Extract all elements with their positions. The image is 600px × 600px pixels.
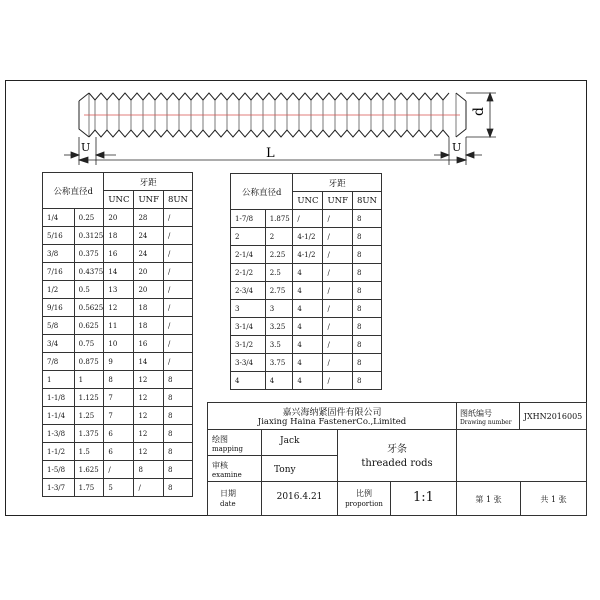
nominal-diameter-cell: 0.875: [74, 353, 104, 371]
nominal-diameter-cell: 4: [265, 372, 293, 390]
8un-pitch-cell: /: [163, 263, 192, 281]
unf-pitch-cell: 8: [134, 461, 164, 479]
table-row: [43, 479, 193, 497]
nominal-diameter-cell: 1.875: [265, 210, 293, 228]
8un-pitch-cell: 8: [352, 246, 381, 264]
date-label-cell: [207, 481, 262, 516]
header-unf: UNF: [134, 191, 164, 209]
spec-table-left: [42, 172, 193, 497]
nominal-size-cell: 3-3/4: [231, 354, 266, 372]
unc-pitch-cell: 18: [104, 227, 134, 245]
table-row: [231, 336, 382, 354]
nominal-diameter-cell: 0.75: [74, 335, 104, 353]
drawing-number-label-cn: 图纸编号: [460, 409, 492, 418]
table-row: [43, 461, 193, 479]
nominal-diameter-cell: 3.75: [265, 354, 293, 372]
table-row: [43, 353, 193, 371]
title-block: [207, 402, 587, 516]
nominal-size-cell: 1-5/8: [43, 461, 75, 479]
unc-pitch-cell: 7: [104, 389, 134, 407]
unc-pitch-cell: 7: [104, 407, 134, 425]
nominal-diameter-cell: 1: [74, 371, 104, 389]
total-sheets: 共 1 张: [540, 495, 567, 504]
nominal-size-cell: 3/4: [43, 335, 75, 353]
header-unc: UNC: [293, 192, 323, 210]
unf-pitch-cell: 20: [134, 263, 164, 281]
8un-pitch-cell: /: [163, 245, 192, 263]
unc-pitch-cell: 6: [104, 425, 134, 443]
unf-pitch-cell: /: [323, 354, 353, 372]
table-row: [43, 335, 193, 353]
unf-pitch-cell: 20: [134, 281, 164, 299]
table-row: [231, 228, 382, 246]
nominal-size-cell: 1/4: [43, 209, 75, 227]
unf-pitch-cell: /: [323, 318, 353, 336]
part-name-en: threaded rods: [361, 458, 433, 469]
8un-pitch-cell: 8: [352, 336, 381, 354]
nominal-size-cell: 3-1/2: [231, 336, 266, 354]
8un-pitch-cell: 8: [163, 443, 192, 461]
unf-pitch-cell: 12: [134, 371, 164, 389]
unc-pitch-cell: 20: [104, 209, 134, 227]
unc-pitch-cell: 4: [293, 336, 323, 354]
unc-pitch-cell: 12: [104, 299, 134, 317]
nominal-size-cell: 5/16: [43, 227, 75, 245]
unf-pitch-cell: 12: [134, 443, 164, 461]
examine-name-cell: [261, 455, 338, 482]
unc-pitch-cell: 14: [104, 263, 134, 281]
sheet-number: 第 1 张: [475, 495, 502, 504]
unf-pitch-cell: 18: [134, 299, 164, 317]
8un-pitch-cell: /: [163, 281, 192, 299]
table-row: [43, 299, 193, 317]
unc-pitch-cell: 16: [104, 245, 134, 263]
nominal-size-cell: 1-1/8: [43, 389, 75, 407]
table-row: [43, 281, 193, 299]
length-label: L: [266, 146, 275, 161]
date-label-cn: 日期: [220, 489, 236, 498]
table-row: [231, 372, 382, 390]
examine-label-cn: 审核: [212, 461, 228, 470]
nominal-diameter-cell: 3.5: [265, 336, 293, 354]
unc-pitch-cell: 6: [104, 443, 134, 461]
8un-pitch-cell: 8: [163, 461, 192, 479]
nominal-size-cell: 1-1/2: [43, 443, 75, 461]
unf-pitch-cell: /: [323, 210, 353, 228]
table-row: [43, 407, 193, 425]
unf-pitch-cell: /: [134, 479, 164, 497]
unf-pitch-cell: 12: [134, 425, 164, 443]
unc-pitch-cell: 5: [104, 479, 134, 497]
header-unc: UNC: [104, 191, 134, 209]
unc-pitch-cell: 4: [293, 264, 323, 282]
8un-pitch-cell: 8: [352, 210, 381, 228]
nominal-size-cell: 1-3/7: [43, 479, 75, 497]
scale-cell: [390, 481, 457, 516]
nominal-size-cell: 9/16: [43, 299, 75, 317]
unf-pitch-cell: /: [323, 264, 353, 282]
u-right-label: U: [452, 141, 462, 154]
mapping-label-en: mapping: [212, 445, 244, 453]
nominal-size-cell: 5/8: [43, 317, 75, 335]
nominal-size-cell: 4: [231, 372, 266, 390]
part-name-cell: [337, 429, 457, 482]
unc-pitch-cell: 4-1/2: [293, 228, 323, 246]
mapping-label-cn: 绘图: [212, 435, 228, 444]
unf-pitch-cell: 16: [134, 335, 164, 353]
nominal-diameter-cell: 1.625: [74, 461, 104, 479]
date-value: 2016.4.21: [276, 492, 323, 502]
nominal-diameter-cell: 0.5: [74, 281, 104, 299]
table-row: [43, 371, 193, 389]
table-row: [43, 245, 193, 263]
unf-pitch-cell: 12: [134, 407, 164, 425]
nominal-diameter-cell: 1.25: [74, 407, 104, 425]
nominal-size-cell: 1-1/4: [43, 407, 75, 425]
table-row: [43, 209, 193, 227]
table-row: [43, 263, 193, 281]
nominal-diameter-cell: 2.5: [265, 264, 293, 282]
nominal-diameter-cell: 2: [265, 228, 293, 246]
nominal-diameter-cell: 0.5625: [74, 299, 104, 317]
table-row: [231, 282, 382, 300]
examine-label-cell: [207, 455, 262, 482]
header-pitch: 牙距: [104, 173, 193, 191]
nominal-size-cell: 7/16: [43, 263, 75, 281]
drawing-number: JXHN2016005: [523, 412, 583, 421]
table-row: [43, 425, 193, 443]
8un-pitch-cell: 8: [163, 371, 192, 389]
total-sheets-cell: [520, 481, 587, 516]
nominal-size-cell: 1/2: [43, 281, 75, 299]
examine-label-en: examine: [212, 471, 242, 479]
unc-pitch-cell: 11: [104, 317, 134, 335]
scale-label-cell: [337, 481, 391, 516]
8un-pitch-cell: 8: [352, 372, 381, 390]
unf-pitch-cell: /: [323, 300, 353, 318]
8un-pitch-cell: 8: [352, 282, 381, 300]
unf-pitch-cell: /: [323, 228, 353, 246]
examine-name: Tony: [274, 465, 296, 475]
nominal-diameter-cell: 1.375: [74, 425, 104, 443]
unc-pitch-cell: 4: [293, 282, 323, 300]
8un-pitch-cell: /: [163, 317, 192, 335]
nominal-size-cell: 1: [43, 371, 75, 389]
nominal-size-cell: 2-3/4: [231, 282, 266, 300]
sheet-cell: [456, 481, 521, 516]
header-8un: 8UN: [163, 191, 192, 209]
nominal-diameter-cell: 3.25: [265, 318, 293, 336]
scale-label-cn: 比例: [356, 489, 372, 498]
unc-pitch-cell: /: [104, 461, 134, 479]
company-name-en: Jiaxing Haina FastenerCo.,Limited: [257, 417, 407, 427]
nominal-size-cell: 2: [231, 228, 266, 246]
blank-cell: [456, 429, 587, 482]
8un-pitch-cell: 8: [352, 264, 381, 282]
nominal-size-cell: 3/8: [43, 245, 75, 263]
header-8un: 8UN: [352, 192, 381, 210]
table-row: [43, 317, 193, 335]
drawing-number-label-cell: [456, 402, 520, 430]
mapping-name: Jack: [280, 436, 300, 446]
unc-pitch-cell: 10: [104, 335, 134, 353]
diameter-label: d: [471, 107, 487, 116]
unf-pitch-cell: /: [323, 246, 353, 264]
scale-label-en: proportion: [345, 500, 383, 508]
header-unf: UNF: [323, 192, 353, 210]
date-label-en: date: [220, 500, 236, 508]
nominal-size-cell: 2-1/4: [231, 246, 266, 264]
unf-pitch-cell: /: [323, 336, 353, 354]
mapping-name-cell: [261, 429, 338, 456]
8un-pitch-cell: /: [163, 299, 192, 317]
8un-pitch-cell: 8: [352, 354, 381, 372]
nominal-diameter-cell: 0.25: [74, 209, 104, 227]
unc-pitch-cell: 4: [293, 372, 323, 390]
8un-pitch-cell: 8: [163, 389, 192, 407]
unc-pitch-cell: 4: [293, 300, 323, 318]
nominal-size-cell: 2-1/2: [231, 264, 266, 282]
8un-pitch-cell: 8: [163, 425, 192, 443]
unf-pitch-cell: 14: [134, 353, 164, 371]
nominal-size-cell: 1-7/8: [231, 210, 266, 228]
8un-pitch-cell: /: [163, 335, 192, 353]
nominal-size-cell: 3-1/4: [231, 318, 266, 336]
unf-pitch-cell: 24: [134, 245, 164, 263]
unc-pitch-cell: 13: [104, 281, 134, 299]
nominal-size-cell: 1-3/8: [43, 425, 75, 443]
unf-pitch-cell: /: [323, 282, 353, 300]
mapping-label-cell: [207, 429, 262, 456]
threaded-rod-drawing: [0, 0, 600, 180]
unc-pitch-cell: 4-1/2: [293, 246, 323, 264]
unc-pitch-cell: /: [293, 210, 323, 228]
table-row: [231, 354, 382, 372]
8un-pitch-cell: /: [163, 227, 192, 245]
table-row: [231, 246, 382, 264]
table-row: [43, 389, 193, 407]
8un-pitch-cell: 8: [352, 300, 381, 318]
header-nominal-diameter: 公称直径d: [231, 174, 293, 210]
nominal-diameter-cell: 0.375: [74, 245, 104, 263]
unf-pitch-cell: /: [323, 372, 353, 390]
nominal-diameter-cell: 0.625: [74, 317, 104, 335]
part-name-cn: 牙条: [387, 444, 407, 455]
nominal-diameter-cell: 1.5: [74, 443, 104, 461]
8un-pitch-cell: 8: [163, 407, 192, 425]
table-row: [231, 318, 382, 336]
nominal-diameter-cell: 0.4375: [74, 263, 104, 281]
u-left-label: U: [81, 141, 91, 154]
nominal-diameter-cell: 1.75: [74, 479, 104, 497]
unc-pitch-cell: 8: [104, 371, 134, 389]
scale-value: 1:1: [413, 490, 434, 505]
unc-pitch-cell: 4: [293, 354, 323, 372]
8un-pitch-cell: 8: [352, 228, 381, 246]
nominal-diameter-cell: 2.75: [265, 282, 293, 300]
company-name-cn: 嘉兴海纳紧固件有限公司: [282, 408, 382, 418]
unf-pitch-cell: 24: [134, 227, 164, 245]
unf-pitch-cell: 28: [134, 209, 164, 227]
unc-pitch-cell: 4: [293, 318, 323, 336]
nominal-diameter-cell: 1.125: [74, 389, 104, 407]
nominal-diameter-cell: 0.3125: [74, 227, 104, 245]
unf-pitch-cell: 18: [134, 317, 164, 335]
spec-table-right: [230, 173, 382, 390]
unc-pitch-cell: 9: [104, 353, 134, 371]
nominal-diameter-cell: 2.25: [265, 246, 293, 264]
8un-pitch-cell: /: [163, 209, 192, 227]
unf-pitch-cell: 12: [134, 389, 164, 407]
header-pitch: 牙距: [293, 174, 382, 192]
drawing-number-label-en: Drawing number: [460, 419, 512, 426]
8un-pitch-cell: 8: [163, 479, 192, 497]
table-row: [231, 264, 382, 282]
table-row: [231, 210, 382, 228]
nominal-size-cell: 3: [231, 300, 266, 318]
header-nominal-diameter: 公称直径d: [43, 173, 104, 209]
table-row: [43, 443, 193, 461]
8un-pitch-cell: /: [163, 353, 192, 371]
nominal-diameter-cell: 3: [265, 300, 293, 318]
company-cell: [207, 402, 457, 430]
date-cell: [261, 481, 338, 516]
nominal-size-cell: 7/8: [43, 353, 75, 371]
drawing-number-cell: [519, 402, 587, 430]
8un-pitch-cell: 8: [352, 318, 381, 336]
table-row: [231, 300, 382, 318]
table-row: [43, 227, 193, 245]
